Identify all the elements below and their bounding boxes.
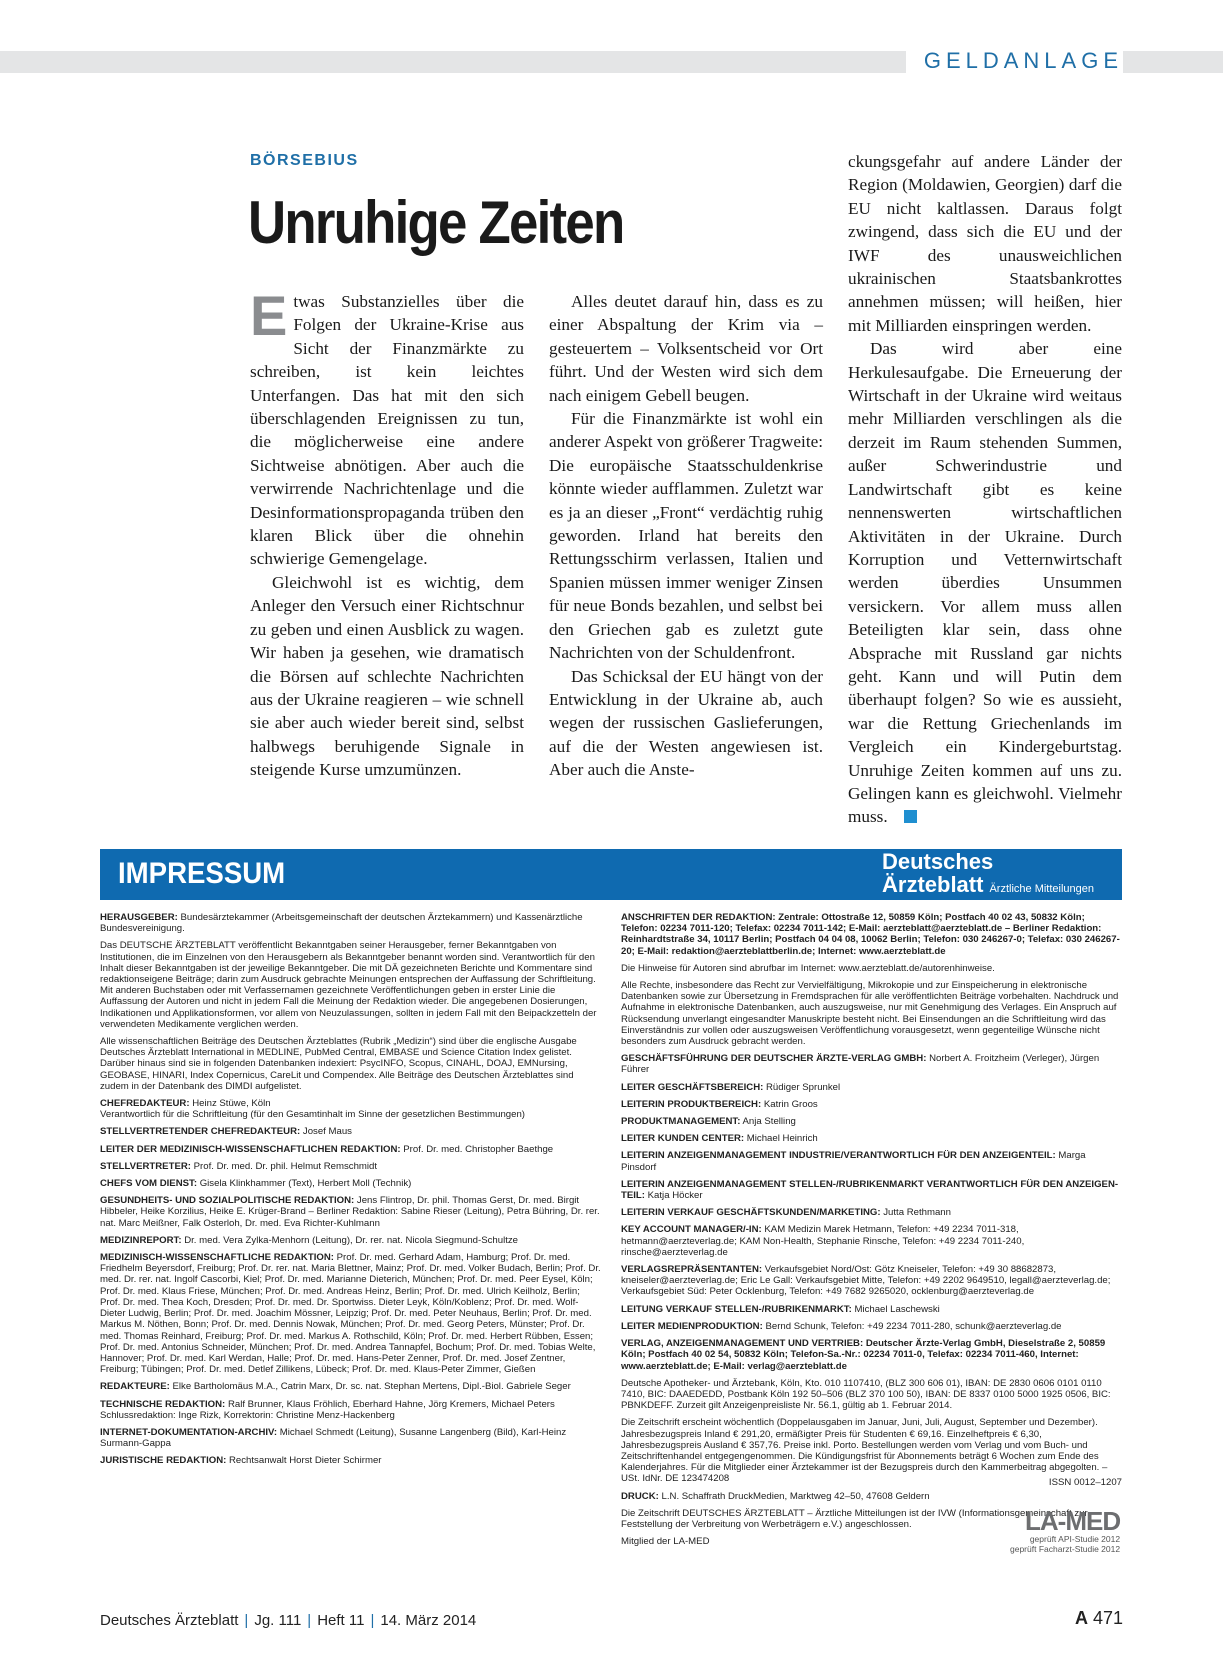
impressum-entry: LEITERIN PRODUKTBEREICH: Katrin Groos xyxy=(621,1098,818,1110)
impressum-entry: JURISTISCHE REDAKTION: Rechtsanwalt Horst Dieter Schirmer xyxy=(100,1455,382,1467)
impressum-entry: Die Hinweise für Autoren sind abrufbar im Internet: www.aerzteblatt.de/autorenhinweise. xyxy=(621,962,995,974)
impressum-right-column xyxy=(621,912,1122,1553)
lamed-badge: LA-MED geprüft API-Studie 2012 geprüft Facharzt-Studie 2012 xyxy=(1010,1506,1121,1554)
impressum-entry: MEDIZINISCH-WISSENSCHAFTLICHE REDAKTION: Prof. Dr. med. Gerhard Adam, Hamburg; Prof. Dr. med. Friedhelm Beyersdorf, Freiburg; Prof. Dr. rer. nat. Maria Blettner, Mainz; Prof. Dr. med. Volker Budach, Berlin; Prof. Dr. med. Dr. rer. nat. Ingolf Cascorbi, Kiel; Prof. Dr. med. Marianne Dieterich, München; Prof. Dr. med. Peer Eysel, Köln; Prof. Dr. med. Klaus Friese, München; Prof. Dr. med. Andreas Heinz, Berlin; Prof. Dr. med. Ulrich Keilholz, Berlin; Prof. Dr. med. Thea Koch, Dresden; Prof. Dr. med. Dr. Sportwiss. Dieter Leyk, Köln/Koblenz; Prof. Dr. med. Wolf-Dieter Ludwig, Berlin; Prof. Dr. med. Joachim Mössner, Leipzig; Prof. Dr. med. Peter Neuhaus, Berlin; Prof. Dr. med. Markus M. Nöthen, Bonn; Prof. Dr. med. Dennis Nowak, München; Prof. Dr. med. Georg Peters, Münster; Prof. Dr. med. Thomas Reinhard, Freiburg; Prof. Dr. med. Markus A. Rothschild, Köln; Prof. Dr. med. Herbert Rübben, Essen; Prof. Dr. med. Antonius Schneider, München; Prof. Dr. med. Andrea Tannapfel, Bochum; Prof. Dr. med. Tobias Welte, Hannover; Prof. Dr. med. Karl Werdan, Halle; Prof. Dr. med. Hans-Peter Zenner, Prof. Dr. med. Josef Zentner, Freiburg; Tübingen; Prof. Dr. med. Detlef Zillikens, Lübeck; Prof. Dr. med. Klaus-Peter Zimmer, Gießen xyxy=(100,1252,601,1376)
impressum-entry: LEITER GESCHÄFTSBEREICH: Rüdiger Sprunkel xyxy=(621,1081,841,1093)
footer-journal: Deutsches Ärzteblatt xyxy=(100,1612,239,1629)
impressum-entry: LEITER MEDIENPRODUKTION: Bernd Schunk, Telefon: +49 2234 7011-280, schunk@aerzteverlag.de xyxy=(621,1320,1062,1332)
drop-cap: E xyxy=(250,284,288,347)
impressum-entry: CHEFREDAKTEUR: Heinz Stüwe, Köln Verantwortlich für die Schriftleitung (für den Gesamtinhalt im Sinne der gesetzlichen Bestimmungen) xyxy=(100,1098,525,1121)
impressum-entry: STELLVERTRETENDER CHEFREDAKTEUR: Josef Maus xyxy=(100,1126,352,1138)
footer-volume: Jg. 111 xyxy=(254,1612,302,1629)
impressum-header xyxy=(100,849,1122,900)
article-column-1 xyxy=(250,284,524,782)
impressum-entry: TECHNISCHE REDAKTION: Ralf Brunner, Klaus Fröhlich, Eberhard Hahne, Jörg Kremers, Michael Peters Schlussredaktion: Inge Rizk, Korrektorin: Christine Menz-Hackenberg xyxy=(100,1398,555,1421)
impressum-entry: HERAUSGEBER: Bundesärztekammer (Arbeitsgemeinschaft der deutschen Ärztekammern) und Kassenärztliche Bundesvereinigung. xyxy=(100,912,583,935)
lamed-logo: LA-MED xyxy=(1025,1506,1121,1536)
impressum-entry: VERLAGSREPRÄSENTANTEN: Verkaufsgebiet Nord/Ost: Götz Kneiseler, Telefon: +49 30 88682873, kneiseler@aerzteverlag.de; Eric Le Gall: Verkaufsgebiet Mitte, Telefon: +49 2202 9649510, legall@aerzteverlag.de; Verkaufsgebiet Süd: Peter Ocklenburg, Telefon: +49 7682 9265020, ocklenburg@aerzteverlag.de xyxy=(621,1264,1111,1298)
footer-issue: Heft 11 xyxy=(317,1612,365,1629)
impressum-entry: LEITERIN VERKAUF GESCHÄFTSKUNDEN/MARKETING: Jutta Rethmann xyxy=(621,1207,951,1219)
article-column-2 xyxy=(549,290,823,782)
footer-date: 14. März 2014 xyxy=(380,1612,477,1629)
impressum-entry: CHEFS VOM DIENST: Gisela Klinkhammer (Text), Herbert Moll (Technik) xyxy=(100,1178,412,1190)
impressum-entry: Mitglied der LA-MED xyxy=(621,1536,710,1548)
paragraph: ckungsgefahr auf andere Länder der Region (Moldawien, Georgien) darf die EU nicht kaltlassen. Daraus folgt zwingend, dass sich die EU und der IWF des unausweichlichen ukrainischen Staatsbankrottes annehmen müssen; will heißen, hier mit Milliarden einspringen werden. xyxy=(848,152,1122,335)
journal-logo: Deutsches Ärzteblatt Ärztliche Mitteilungen xyxy=(882,849,1095,897)
impressum-entry: DRUCK: L.N. Schaffrath DruckMedien, Marktweg 42–50, 47608 Geldern xyxy=(621,1490,930,1502)
page-footer: Deutsches Ärzteblatt | Jg. 111 | Heft 11 | 14. März 2014 xyxy=(100,1612,477,1629)
impressum-entry: LEITUNG VERKAUF STELLEN-/RUBRIKENMARKT: Michael Laschewski xyxy=(621,1303,940,1315)
paragraph: Das Schicksal der EU hängt von der Entwicklung in der Ukraine ab, auch wegen der russischen Gaslieferungen, auf die der Westen angewiesen ist. Aber auch die Anste- xyxy=(549,666,823,780)
issn: ISSN 0012–1207 xyxy=(1048,1477,1122,1488)
impressum-entry: LEITERIN ANZEIGENMANAGEMENT INDUSTRIE/VERANTWORTLICH FÜR DEN ANZEIGENTEIL: Marga Pinsdorf xyxy=(621,1150,1086,1173)
impressum-entry: INTERNET-DOKUMENTATION-ARCHIV: Michael Schmedt (Leitung), Susanne Langenberg (Bild), Karl-Heinz Surmann-Gappa xyxy=(100,1426,567,1450)
impressum-entry: VERLAG, ANZEIGENMANAGEMENT UND VERTRIEB: Deutscher Ärzte-Verlag GmbH, Dieselstraße 2, 50859 Köln; Postfach 40 02 54, 50832 Köln; Telefon-Sa.-Nr.: 02234 7011-0, Telefax: 02234 7011-460, Internet: www.aerzteblatt.de; E-Mail: verlag@aerzteblatt.de xyxy=(621,1338,1106,1372)
paragraph: Alles deutet darauf hin, dass es zu einer Abspaltung der Krim via – gesteuertem – Volksentscheid vor Ort führt. Und der Westen wird sich dem nach einigem Gebell beugen. xyxy=(549,292,823,405)
end-mark-icon xyxy=(904,810,917,823)
impressum-entry: GESUNDHEITS- UND SOZIALPOLITISCHE REDAKTION: Jens Flintrop, Dr. phil. Thomas Gerst, Dr. med. Birgit Hibbeler, Heike Korzilius, Heike E. Krüger-Brand – Berliner Redaktion: Sabine Rieser (Leitung), Petra Bühring, Dr. rer. nat. Marc Meißner, Falk Osterloh, Dr. med. Eva Richter-Kuhlmann xyxy=(100,1195,600,1229)
impressum-entry: STELLVERTRETER: Prof. Dr. med. Dr. phil. Helmut Remschmidt xyxy=(100,1160,378,1172)
impressum-left-column xyxy=(100,912,601,1473)
paragraph: Für die Finanzmärkte ist wohl ein anderer Aspekt von größerer Tragweite: Die europäische Staatsschuldenkrise könnte wieder aufflammen. Zuletzt war es ja an dieser „Front“ verdächtig ruhig geworden. Irland hat bereits den Rettungsschirm verlassen, Italien und Spanien müssen immer weniger Zinsen für neue Bonds bezahlen, und selbst bei den Griechen gab es zuletzt gute Nachrichten von der Schuldenfront. xyxy=(549,409,823,663)
impressum-entry: LEITERIN ANZEIGENMANAGEMENT STELLEN-/RUBRIKENMARKT VERANTWORTLICH FÜR DEN ANZEIGEN-TEIL: Katja Höcker xyxy=(621,1178,1119,1202)
paragraph: Das wird aber eine Herkulesaufgabe. Die Erneuerung der Wirtschaft in der Ukraine wird weitaus mehr Milliarden verschlingen als die derzeit im Raum stehenden Summen, außer Schwerindustrie und Landwirtschaft gibt es keine nennenswerten wirtschaftlichen Aktivitäten in der Ukraine. Durch Korruption und Vetternwirtschaft werden überdies Unsummen versickern. Vor allem muss allen Beteiligten klar sein, dass ohne Absprache mit Russland gar nichts geht. Kann und will Putin dem überhaupt folgen? So wie es aussieht, war die Rettung Griechenlands im Vergleich ein Kindergeburtstag. Unruhige Zeiten kommen auf uns zu. Gelingen kann es gleichwohl. Vielmehr muss. xyxy=(848,339,1122,827)
impressum-entry: Die Zeitschrift DEUTSCHES ÄRZTEBLATT – Ärztliche Mitteilungen ist der IVW (Informationsgemeinschaft zur Feststellung der Verbreitung von Werbeträgern e.V.) angeschlossen. xyxy=(621,1507,1088,1530)
article-column-3 xyxy=(848,150,1122,829)
impressum-title: IMPRESSUM xyxy=(118,857,286,890)
impressum-entry: PRODUKTMANAGEMENT: Anja Stelling xyxy=(621,1116,796,1128)
impressum-entry: KEY ACCOUNT MANAGER/-IN: KAM Medizin Marek Hetmann, Telefon: +49 2234 7011-318, hetmann@aerzteverlag.de; KAM Non-Health, Stephanie Rinsche, Telefon: +49 2234 7011-240, rinsche@aerzteverlag.de xyxy=(621,1224,1025,1258)
impressum-entry: GESCHÄFTSFÜHRUNG DER DEUTSCHER ÄRZTE-VERLAG GMBH: Norbert A. Froitzheim (Verleger), Jürgen Führer xyxy=(621,1053,1100,1076)
impressum-entry: Alle Rechte, insbesondere das Recht zur Vervielfältigung, Mikrokopie und zur Einspeicherung in elektronische Datenbanken sowie zur Übersetzung in Fremdsprachen für alle veröffentlichten Beiträge vorbehalten. Nachdruck und Aufnahme in elektronische Datenbanken, auch auszugsweise, nur mit Genehmigung des Verlages. Ein Anspruch auf Rücksendung unverlangt eingesandter Manuskripte besteht nicht. Bei Einsendungen an die Schriftleitung wird das Einverständnis zur vollen oder auszugsweisen Veröffentlichung vorausgesetzt, wenn gegenteilige Wünsche nicht besonders zum Ausdruck gebracht werden. xyxy=(621,980,1119,1048)
section-label: GELDANLAGE xyxy=(906,47,1123,75)
page-number: A 471 xyxy=(1074,1608,1123,1628)
paragraph: Gleichwohl ist es wichtig, dem Anleger den Versuch einer Richtschnur zu geben und einen Ausblick zu wagen. Wir haben ja gesehen, wie dramatisch die Börsen auf schlechte Nachrichten aus der Ukraine reagieren – wie schnell sie aber auch wieder bereit sind, selbst halbwegs beruhigende Signale in steigende Kurse umzumünzen. xyxy=(250,572,524,780)
impressum-entry: Die Zeitschrift erscheint wöchentlich (Doppelausgaben im Januar, Juni, Juli, August, September und Dezember). Jahresbezugspreis Inland € 291,20, ermäßigter Preis für Studenten € 69,16. Einzelheftpreis € 6,30, Jahresbezugspreis Ausland € 357,76. Preise inkl. Porto. Bestellungen werden vom Verlag und vom Buch- und Zeitschriftenhandel entgegengenommen. Die Kündigungsfrist für Abonnements beträgt 6 Wochen zum Ende des Kalenderjahres. Für die Mitglieder einer Ärztekammer ist der Bezugspreis durch den Kammerbeitrag abgegolten. – USt. IdNr. DE 123474208 xyxy=(621,1417,1108,1485)
impressum-entry: Alle wissenschaftlichen Beiträge des Deutschen Ärzteblattes (Rubrik „Medizin“) sind über die englische Ausgabe Deutsches Ärzteblatt International in MEDLINE, PubMed Central, EMBASE und Science Citation Index gelistet. Darüber hinaus sind sie in folgenden Datenbanken indexiert: PsycINFO, Scopus, CINAHL, DOAJ, EMNursing, GEOBASE, HINARI, Index Copernicus, CareLit und Compendex. Alle Beiträge des Deutschen Ärzteblattes sind zudem in der Datenbank des DIMDI aufgelistet. xyxy=(100,1036,577,1092)
impressum-entry: MEDIZINREPORT: Dr. med. Vera Zylka-Menhorn (Leitung), Dr. rer. nat. Nicola Siegmund-Schultze xyxy=(100,1234,519,1246)
article-kicker: BÖRSEBIUS xyxy=(250,152,359,169)
impressum-entry: ANSCHRIFTEN DER REDAKTION: Zentrale: Ottostraße 12, 50859 Köln; Postfach 40 02 43, 50832 Köln; Telefon: 02234 7011-120; Telefax: 02234 7011-142; E-Mail: aerzteblatt@aerzteblatt.de – Berliner Redaktion: Reinhardtstraße 34, 10117 Berlin; Postfach 04 04 08, 10062 Berlin; Telefon: 030 246267-0; Telefax: 030 246267-20; E-Mail: redaktion@aerzteblattberlin.de; Internet: www.aerzteblatt.de xyxy=(621,912,1120,957)
article-title: Unruhige Zeiten xyxy=(248,189,624,256)
impressum-entry: REDAKTEURE: Elke Bartholomäus M.A., Catrin Marx, Dr. sc. nat. Stephan Mertens, Dipl.-Biol. Gabriele Seger xyxy=(100,1381,571,1393)
impressum-entry: Das DEUTSCHE ÄRZTEBLATT veröffentlicht Bekanntgaben seiner Herausgeber, ferner Bekanntgaben von Institutionen, die im Einzelnen von den Herausgebern als Bekanntgeber benannt worden sind. Verantwortlich für den Inhalt dieser Bekanntgaben ist der jeweilige Bekanntgeber. Die mit DÄ gezeichneten Berichte und Kommentare sind redaktionseigene Beiträge; darin zum Ausdruck gebrachte Meinungen entsprechen der Auffassung der Schriftleitung. Mit anderen Buchstaben oder mit Verfassernamen gezeichnete Veröffentlichungen geben in erster Linie die Auffassung der Autoren und nicht in jedem Fall die Meinung der Redaktion wieder. Die angegebenen Dosierungen, Indikationen und Applikationsformen, vor allem von Neuzulassungen, sollten in jedem Fall mit den Beipackzetteln der verwendeten Medikamente verglichen werden. xyxy=(100,940,597,1030)
paragraph: Etwas Substanzielles über die Folgen der Ukraine-Krise aus Sicht der Finanzmärkte zu schreiben, ist kein leichtes Unterfangen. Das hat mit den sich überschlagenden Ereignissen zu tun, die möglicherweise eine andere Sichtweise abnötigen. Aber auch die verwirrende Nachrichtenlage und die Desinformationspropaganda trüben den klaren Blick über die ohnehin schwierige Gemengelage. xyxy=(250,284,524,569)
impressum-entry: LEITER DER MEDIZINISCH-WISSENSCHAFTLICHEN REDAKTION: Prof. Dr. med. Christopher Baethge xyxy=(100,1143,554,1155)
impressum-entry: LEITER KUNDEN CENTER: Michael Heinrich xyxy=(621,1133,818,1145)
impressum-entry: Deutsche Apotheker- und Ärztebank, Köln, Kto. 010 1107410, (BLZ 300 606 01), IBAN: DE 2830 0606 0101 0110 7410, BIC: DAAEDEDD, Postbank Köln 192 50–506 (BLZ 370 100 50), IBAN: DE 8337 0100 5000 1925 0506, BIC: PBNKDEFF. Zurzeit gilt Anzeigenpreisliste Nr. 56.1, gültig ab 1. Februar 2014. xyxy=(621,1377,1111,1412)
